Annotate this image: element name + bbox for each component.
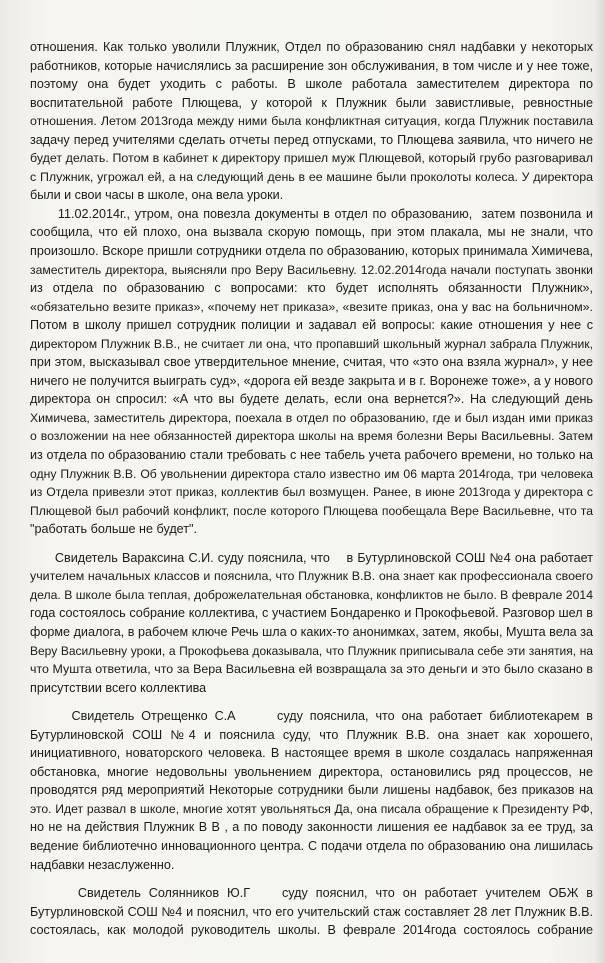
paragraph-gap — [30, 697, 593, 707]
text-line: Свидетель Солянников Ю.Г суду пояснил, что он работает учителем ОБЖ в — [30, 886, 593, 901]
text-line: проводятся ряд мероприятий Некоторые сотрудники были лишены надбавок, без приказов на — [30, 783, 593, 798]
text-line: поэтому она будет уходить с работы. В школе работала заместителем директора по — [30, 77, 593, 92]
text-line: обстановка, многие недовольны увольнением директора, остановились ряд процессов, не — [30, 764, 593, 779]
text-line: сообщила, что ей плохо, она вызвала скорую помощь, при этом плакала, мы не знали, что — [30, 225, 593, 240]
document-body — [30, 38, 593, 940]
text-line: отношения. Как только уволили Плужник, Отдел по образованию снял надбавки у некоторых — [30, 40, 593, 54]
text-line: Плющевой был рабочий конфликт, после которого Плющева пообещала Вере Васильевне, что та — [30, 503, 593, 518]
text-line: «обязательно везите приказ», «почему нет приказа», «везите приказ, она у вас на больничном». — [30, 299, 593, 314]
text-line: Потом в школу пришел сотрудник полиции и задавал ей вопросы: какие отношения у нее с — [30, 318, 593, 333]
text-line: задачу перед учителями сделать отчеты перед отпусками, то Плющева заявила, что ничего не — [30, 132, 593, 147]
text-line: заместитель директора, выясняли про Веру Васильевну. 12.02.2014года начали поступать звонки — [30, 262, 593, 277]
text-line: Веру Васильевну уроки, а Прокофьева доказывала, что Плужник приписывала себе эти занятия, на — [30, 643, 593, 658]
text-line: но не на действия Плужник В В , а по поводу законности лишения ее надбавок за ее труд, за — [30, 820, 593, 835]
text-line: состоялась, как молодой руководитель школы. В феврале 2014года состоялось собрание — [30, 923, 593, 938]
text-line: отношения. Летом 2013года между ними была конфликтная ситуация, когда Плужник поставила — [30, 114, 593, 129]
text-line: года состоялось собрание коллектива, с участием Бондаренко и Прокофьевой. Разговор шел в — [30, 606, 593, 621]
scan-shadow-edge — [595, 0, 605, 963]
text-line: Бутурлиновской СОШ №4 и пояснил, что его учительский стаж составляет 28 лет Плужник В.В. — [30, 904, 593, 919]
text-line: "работать больше не будет". — [30, 522, 198, 537]
text-line: Свидетель Отрещенко С.А суду пояснила, что она работает библиотекарем в — [30, 709, 593, 724]
text-line: с Плужник, угрожал ей, а на следующий день в ее машине были проколоты колеса. У директора — [30, 169, 593, 184]
text-line: Бутурлиновской СОШ №4 и пояснила суду, что Плужник В.В. она знает как хорошего, — [30, 727, 593, 742]
paragraph-gap — [30, 874, 593, 884]
text-line: дела. В школе была теплая, доброжелательная обстановка, конфликтов не было. В феврале 2014 — [30, 587, 593, 602]
paragraph-2 — [30, 205, 593, 539]
text-line: произошло. Вскоре пришли сотрудники отдела по образованию, которых принимала Химичева, — [30, 244, 593, 259]
text-line: о возложении на нее обязанностей директора школы на время болезни Веры Васильевны. Затем — [30, 429, 593, 444]
text-line: из отдела по образованию с вопросами: кто будет исполнять обязанности Плужник», — [30, 281, 593, 296]
text-line: Свидетель Вараксина С.И. суду пояснила, что в Бутурлиновской СОШ №4 она работает — [30, 550, 593, 565]
text-line: это. Идет развал в школе, многие хотят увольняться Да, она писала обращение к Президенту РФ, — [30, 801, 593, 816]
paragraph-1 — [30, 38, 593, 205]
paragraph-5-witness-solyannikov — [30, 884, 593, 940]
text-line: что Мушта ответила, что за Вера Васильевна ей возвращала за это деньги и это было сказано в — [30, 662, 593, 677]
text-line: были и свои часы в школе, она вела уроки. — [30, 188, 284, 203]
text-line: работников, которые начислялись за расширение зон обслуживания, в том числе и у нее тоже, — [30, 58, 593, 73]
text-line: присутствии всего коллектива — [30, 680, 207, 695]
text-line: из отдела по образованию стали требовать с нее табель учета рабочего времени, но только на — [30, 448, 593, 463]
paragraph-4-witness-otreshchenko — [30, 707, 593, 874]
text-line: надбавки незаслуженно. — [30, 857, 175, 872]
text-line: инициативного, новаторского человека. В настоящее время в школе создалась напряженная — [30, 746, 593, 761]
text-line: будет делать. Потом в кабинет к директору пришел муж Плющевой, который грубо разговаривал — [30, 151, 593, 166]
paragraph-gap — [30, 539, 593, 549]
paragraph-3-witness-varaksina — [30, 549, 593, 697]
text-line: ничего не получится выиграть суд», «дорога ей везде закрыта и в г. Воронеже тоже», а у нового — [30, 373, 593, 388]
text-line: форме диалога, в рабочем ключе Речь шла о каких-то анонимках, затем, якобы, Мушта вела за — [30, 624, 593, 639]
text-line: учителем начальных классов и пояснила, что Плужник В.В. она знает как профессионала своего — [30, 569, 593, 584]
text-line: 11.02.2014г., утром, она повезла документы в отдел по образованию, затем позвонила и — [30, 206, 593, 221]
text-line: из Отдела привезли этот приказ, коллектив был возмущен. Ранее, в июне 2013года у директора с — [30, 485, 593, 500]
text-line: директора он спросил: «А что вы будете делать, если она вернется?». На следующий день — [30, 392, 593, 407]
text-line: Химичева, заместитель директора, поехала в отдел по образованию, где и был издан ими приказ — [30, 410, 593, 425]
text-line: воспитательной работе Плющева, у которой к Плужник были завистливые, ревностные — [30, 95, 593, 110]
text-line: ведение библиотечно инновационного центра. С подачи отдела по образованию она лишилась — [30, 838, 593, 853]
text-line: одну Плужник В.В. Об увольнении директора стало известно им 06 марта 2014года, три человека — [30, 466, 593, 481]
text-line: при этом, высказывал свое утвердительное мнение, считая, что «это она взяла журнал», у нее — [30, 355, 593, 370]
text-line: директором Плужник В.В., не считает ли она, что пропавший школьный журнал забрала Плужник, — [30, 336, 593, 351]
